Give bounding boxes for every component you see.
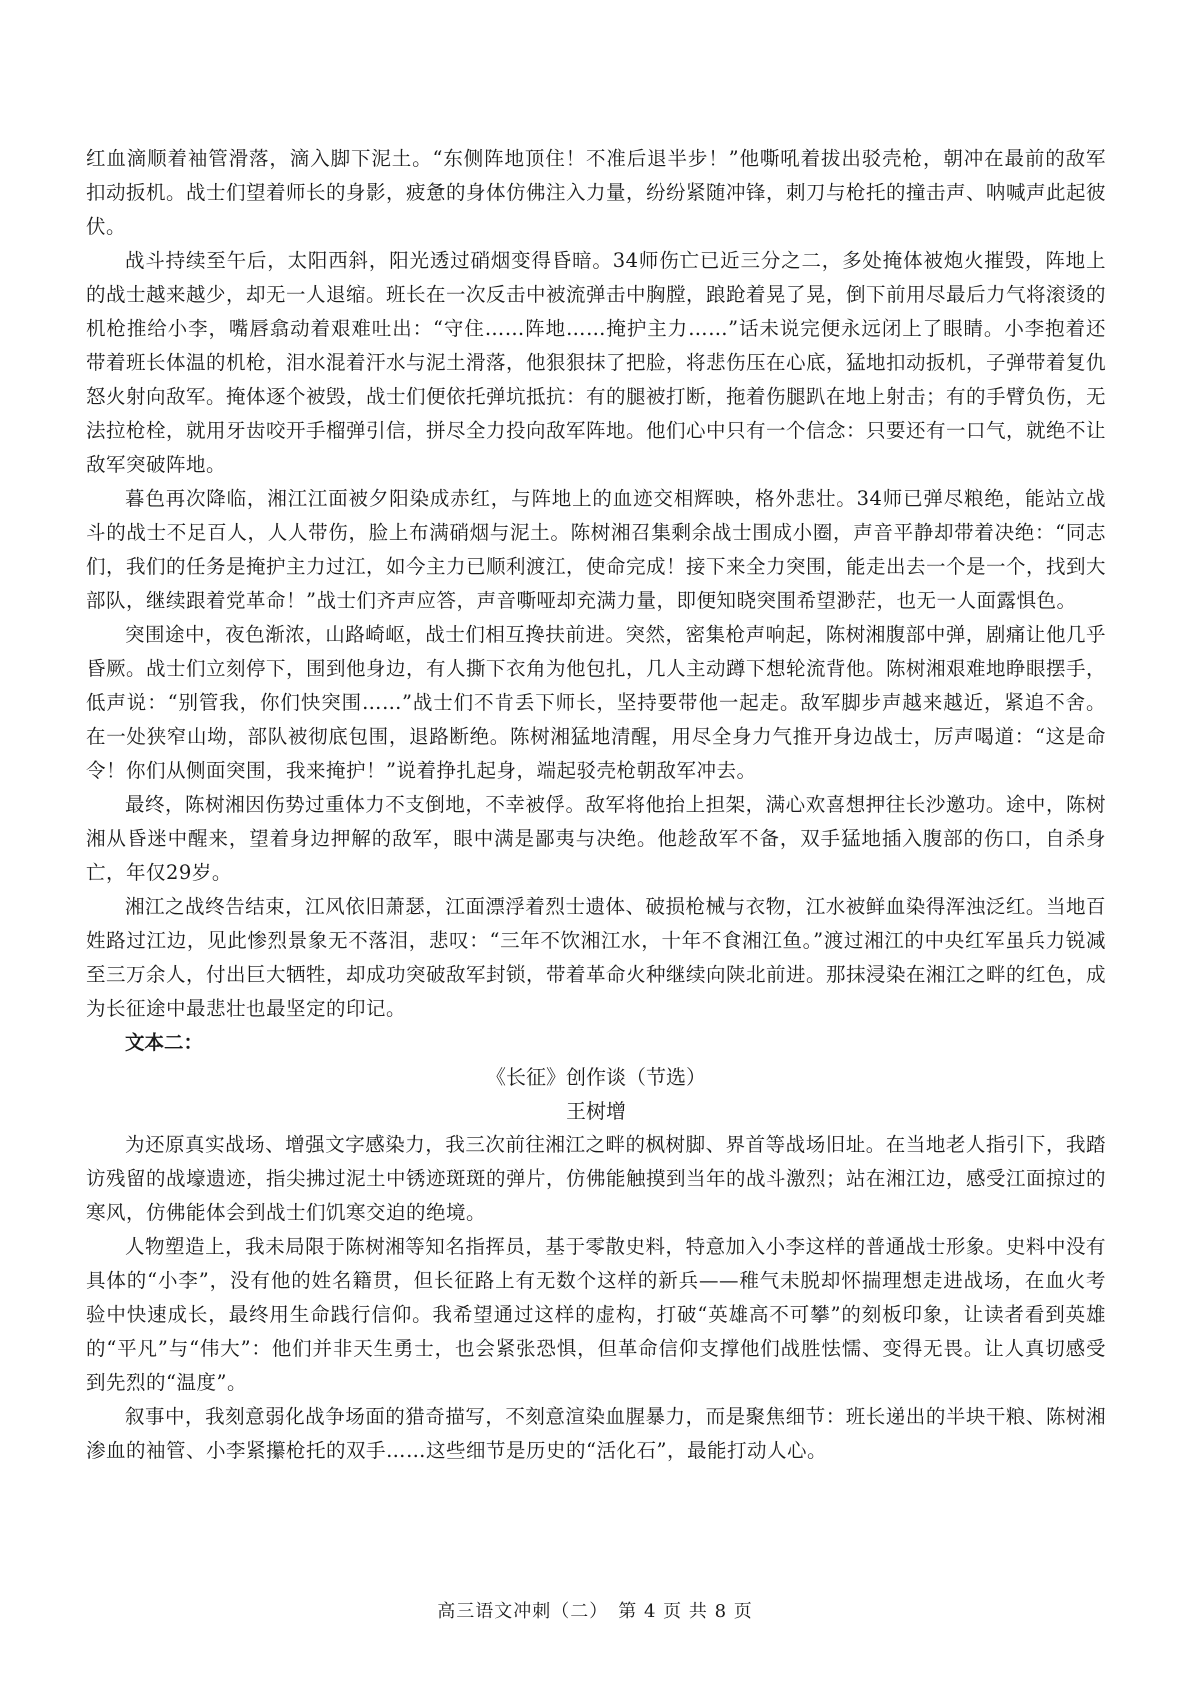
text2-label: 文本二：: [125, 1031, 204, 1054]
text2-paragraph-3: 叙事中，我刻意弱化战争场面的猎奇描写，不刻意渲染血腥暴力，而是聚焦细节：班长递出的半块干粮、陈树湘渗血的袖管、小李紧攥枪托的双手……这些细节是历史的“活化石”，最能打动人心。: [86, 1405, 1106, 1462]
document-page: [86, 142, 1106, 1468]
text2-paragraph-2: 人物塑造上，我未局限于陈树湘等知名指挥员，基于零散史料，特意加入小李这样的普通战士形象。史料中没有具体的“小李”，没有他的姓名籍贯，但长征路上有无数个这样的新兵——稚气未脱却怀揣理想走进战场，在血火考验中快速成长，最终用生命践行信仰。我希望通过这样的虚构，打破“英雄高不可攀”的刻板印象，让读者看到英雄的“平凡”与“伟大”：他们并非天生勇士，也会紧张恐惧，但革命信仰支撑他们战胜怯懦、变得无畏。让人真切感受到先烈的“温度”。: [86, 1235, 1106, 1394]
text1-paragraph-3: 暮色再次降临，湘江江面被夕阳染成赤红，与阵地上的血迹交相辉映，格外悲壮。34师已弹尽粮绝，能站立战斗的战士不足百人，人人带伤，脸上布满硝烟与泥土。陈树湘召集剩余战士围成小圈，声音平静却带着决绝：“同志们，我们的任务是掩护主力过江，如今主力已顺利渡江，使命完成！接下来全力突围，能走出去一个是一个，找到大部队，继续跟着党革命！”战士们齐声应答，声音嘶哑却充满力量，即便知晓突围希望渺茫，也无一人面露惧色。: [86, 487, 1107, 612]
page-footer: 高三语文冲刺（二） 第 4 页 共 8 页: [437, 1601, 753, 1622]
text2-paragraph-1: 为还原真实战场、增强文字感染力，我三次前往湘江之畔的枫树脚、界首等战场旧址。在当地老人指引下，我踏访残留的战壕遗迹，指尖拂过泥土中锈迹斑斑的弹片，仿佛能触摸到当年的战斗激烈；站在湘江边，感受江面掠过的寒风，仿佛能体会到战士们饥寒交迫的绝境。: [86, 1133, 1107, 1224]
text1-paragraph-1: 红血滴顺着袖管滑落，滴入脚下泥土。“东侧阵地顶住！不准后退半步！”他嘶吼着拔出驳壳枪，朝冲在最前的敌军扣动扳机。战士们望着师长的身影，疲惫的身体仿佛注入力量，纷纷紧随冲锋，刺刀与枪托的撞击声、呐喊声此起彼伏。: [86, 147, 1107, 238]
text2-author: 王树增: [566, 1099, 626, 1123]
text2-title: 《长征》创作谈（节选）: [486, 1065, 706, 1089]
text1-paragraph-6: 湘江之战终告结束，江风依旧萧瑟，江面漂浮着烈士遗体、破损枪械与衣物，江水被鲜血染得浑浊泛红。当地百姓路过江边，见此惨烈景象无不落泪，悲叹：“三年不饮湘江水，十年不食湘江鱼。”渡过湘江的中央红军虽兵力锐减至三万余人，付出巨大牺牲，却成功突破敌军封锁，带着革命火种继续向陕北前进。那抹浸染在湘江之畔的红色，成为长征途中最悲壮也最坚定的印记。: [86, 895, 1107, 1020]
text1-paragraph-2: 战斗持续至午后，太阳西斜，阳光透过硝烟变得昏暗。34师伤亡已近三分之二，多处掩体被炮火摧毁，阵地上的战士越来越少，却无一人退缩。班长在一次反击中被流弹击中胸膛，踉跄着晃了晃，倒下前用尽最后力气将滚烫的机枪推给小李，嘴唇翕动着艰难吐出：“守住……阵地……掩护主力……”话未说完便永远闭上了眼睛。小李抱着还带着班长体温的机枪，泪水混着汗水与泥土滑落，他狠狠抹了把脸，将悲伤压在心底，猛地扣动扳机，子弹带着复仇怒火射向敌军。掩体逐个被毁，战士们便依托弹坑抵抗：有的腿被打断，拖着伤腿趴在地上射击；有的手臂负伤，无法拉枪栓，就用牙齿咬开手榴弹引信，拼尽全力投向敌军阵地。他们心中只有一个信念：只要还有一口气，就绝不让敌军突破阵地。: [86, 249, 1107, 476]
text1-paragraph-5: 最终，陈树湘因伤势过重体力不支倒地，不幸被俘。敌军将他抬上担架，满心欢喜想押往长沙邀功。途中，陈树湘从昏迷中醒来，望着身边押解的敌军，眼中满是鄙夷与决绝。他趁敌军不备，双手猛地插入腹部的伤口，自杀身亡，年仅29岁。: [86, 793, 1106, 884]
text1-paragraph-4: 突围途中，夜色渐浓，山路崎岖，战士们相互搀扶前进。突然，密集枪声响起，陈树湘腹部中弹，剧痛让他几乎昏厥。战士们立刻停下，围到他身边，有人撕下衣角为他包扎，几人主动蹲下想轮流背他。陈树湘艰难地睁眼摆手，低声说：“别管我，你们快突围……”战士们不肯丢下师长，坚持要带他一起走。敌军脚步声越来越近，紧追不舍。在一处狭窄山坳，部队被彻底包围，退路断绝。陈树湘猛地清醒，用尽全身力气推开身边战士，厉声喝道：“这是命令！你们从侧面突围，我来掩护！”说着挣扎起身，端起驳壳枪朝敌军冲去。: [86, 623, 1107, 782]
